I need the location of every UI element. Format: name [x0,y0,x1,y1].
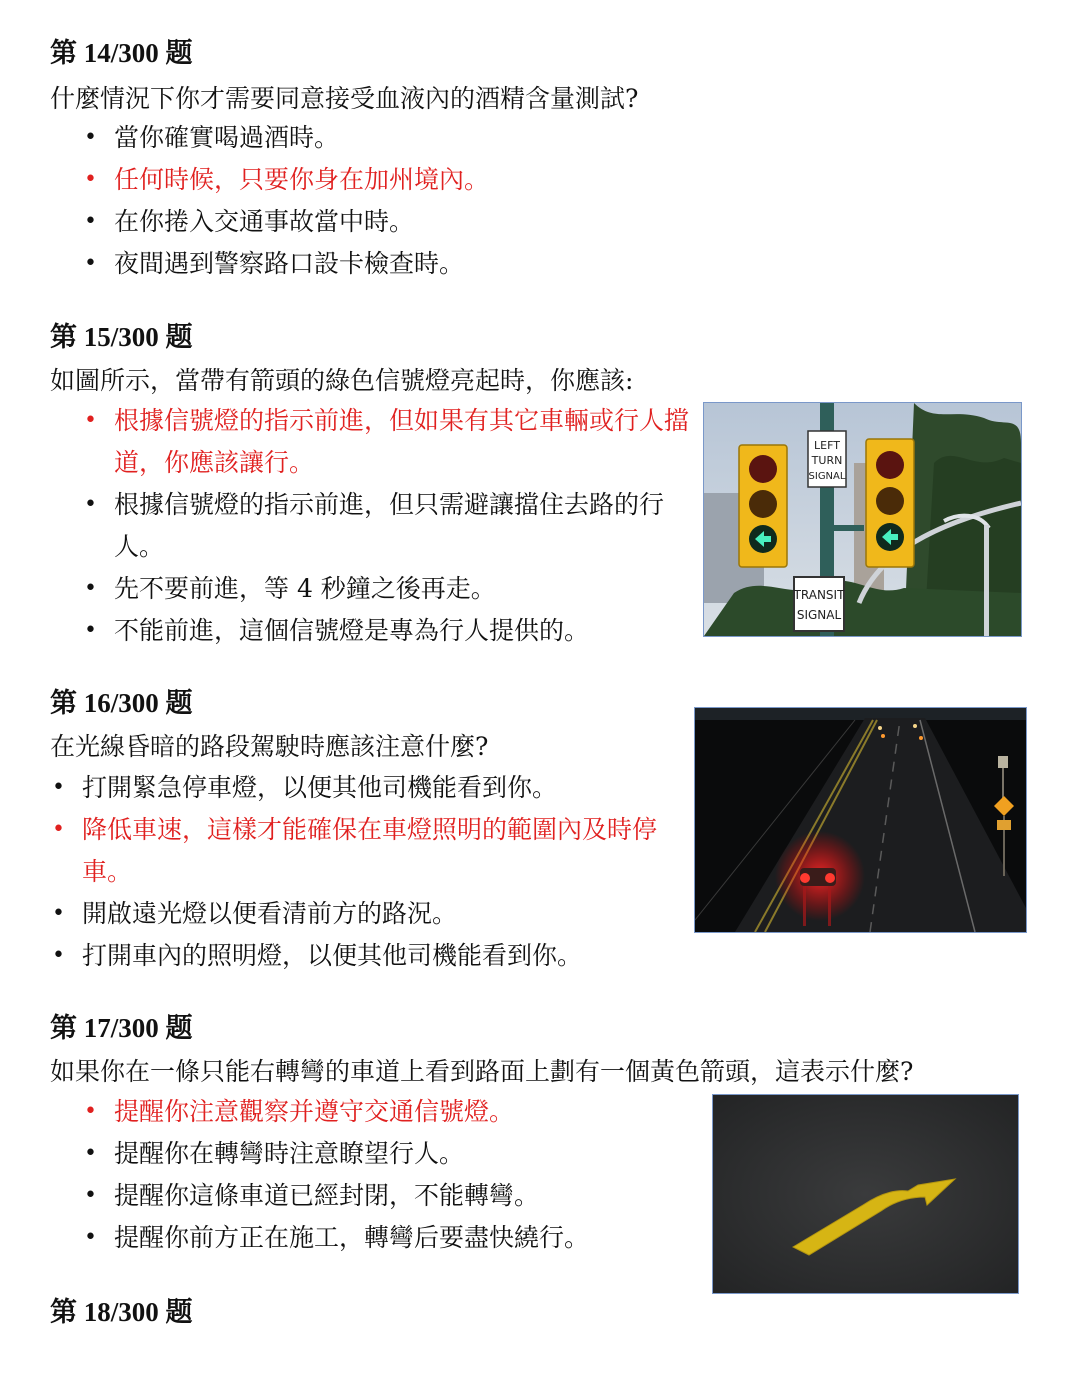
bullet: • [52,901,65,926]
question-15-option-1-correct[interactable] [84,400,690,484]
option-text: 任何時候，只要你身在加州境內。 [114,165,490,194]
option-text: 根據信號燈的指示前進，但只需避讓擋住去路的行人。 [114,490,665,561]
option-text: 提醒你這條車道已經封閉，不能轉彎。 [114,1181,540,1210]
bullet: • [84,1099,97,1124]
question-17-text: 如果你在一條只能右轉彎的車道上看到路面上劃有一個黃色箭頭，這表示什麼? [50,1057,914,1086]
traffic-signal-illustration [704,403,1021,636]
option-text: 提醒你前方正在施工，轉彎后要盡快繞行。 [114,1223,590,1252]
question-14-text: 什麼情況下你才需要同意接受血液內的酒精含量測試? [50,84,639,113]
bullet: • [84,209,97,234]
option-text: 先不要前進，等 4 秒鐘之後再走。 [114,574,496,603]
bullet: • [84,408,97,433]
question-15-option-3[interactable] [84,568,689,610]
left-turn-sign-line-3: SIGNAL [808,471,846,482]
bullet: • [52,775,65,800]
question-17-option-2[interactable] [84,1133,694,1175]
option-text: 打開車內的照明燈，以便其他司機能看到你。 [82,941,583,970]
question-15-number: 第 15/300 题 [50,322,193,352]
question-17-option-4[interactable] [84,1217,694,1259]
question-15-text: 如圖所示，當帶有箭頭的綠色信號燈亮起時，你應該: [50,366,634,395]
bullet: • [84,576,97,601]
option-text: 根據信號燈的指示前進，但如果有其它車輛或行人擋道，你應該讓行。 [114,406,690,477]
question-17-number: 第 17/300 题 [50,1013,193,1043]
question-15-option-2[interactable] [84,484,689,568]
question-14-option-2-correct[interactable] [84,159,714,201]
night-road-photo [694,707,1027,933]
night-road-illustration [695,708,1026,932]
question-15-option-4[interactable] [84,610,689,652]
transit-sign-line-1: TRANSIT [793,588,845,602]
yellow-arrow-illustration [713,1095,1018,1293]
option-text: 提醒你在轉彎時注意瞭望行人。 [114,1139,465,1168]
bullet: • [52,817,65,842]
question-17-option-1-correct[interactable] [84,1091,694,1133]
bullet: • [84,1141,97,1166]
left-turn-sign-line-1: LEFT [814,439,840,452]
bullet: • [84,125,97,150]
bullet: • [52,943,65,968]
option-text: 降低車速，這樣才能確保在車燈照明的範圍內及時停車。 [82,815,658,886]
traffic-signal-photo [703,402,1022,637]
question-16-option-1[interactable] [52,767,682,809]
option-text: 打開緊急停車燈，以便其他司機能看到你。 [82,773,558,802]
option-text: 當你確實喝過酒時。 [114,123,340,152]
question-14-option-3[interactable] [84,201,714,243]
left-turn-sign-line-2: TURN [811,454,843,467]
bullet: • [84,492,97,517]
question-14-option-1[interactable] [84,117,714,159]
option-text: 不能前進，這個信號燈是專為行人提供的。 [114,616,590,645]
question-16-option-2-correct[interactable] [52,809,682,893]
transit-sign-line-2: SIGNAL [796,608,842,622]
question-16-option-3[interactable] [52,893,682,935]
question-14-option-4[interactable] [84,243,714,285]
question-18-number: 第 18/300 题 [50,1297,193,1327]
option-text: 夜間遇到警察路口設卡檢查時。 [114,249,465,278]
question-16-option-4[interactable] [52,935,682,977]
bullet: • [84,618,97,643]
question-14-number: 第 14/300 题 [50,38,193,68]
bullet: • [84,1183,97,1208]
bullet: • [84,167,97,192]
option-text: 開啟遠光燈以便看清前方的路況。 [82,899,458,928]
yellow-arrow-photo [712,1094,1019,1294]
question-16-number: 第 16/300 题 [50,688,193,718]
question-16-text: 在光線昏暗的路段駕駛時應該注意什麼? [50,732,489,761]
option-text: 提醒你注意觀察并遵守交通信號燈。 [114,1097,515,1126]
bullet: • [84,1225,97,1250]
option-text: 在你捲入交通事故當中時。 [114,207,415,236]
bullet: • [84,251,97,276]
question-17-option-3[interactable] [84,1175,694,1217]
